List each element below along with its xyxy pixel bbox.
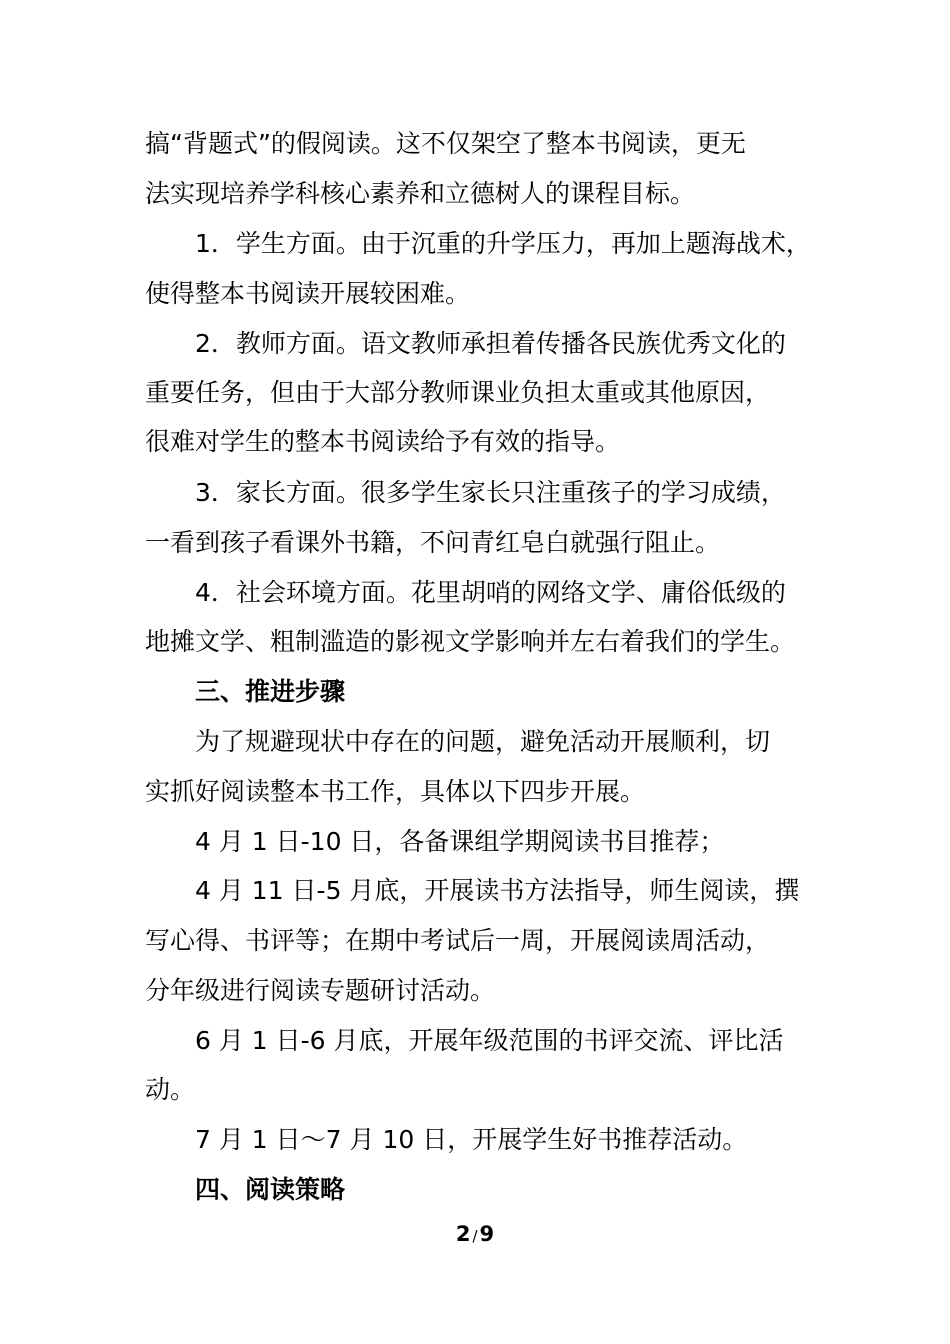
paragraph-line: 为了规避现状中存在的问题，避免活动开展顺利，切 <box>195 727 771 756</box>
text-line: 很难对学生的整本书阅读给予有效的指导。 <box>145 427 621 456</box>
text-line: 搞“背题式”的假阅读。这不仅架空了整本书阅读，更无 <box>145 129 746 158</box>
list-item-teachers: 2．教师方面。语文教师承担着传播各民族优秀文化的 <box>195 329 786 358</box>
page-current: 2 <box>455 1222 471 1246</box>
text-line: 地摊文学、粗制滥造的影视文学影响并左右着我们的学生。 <box>145 627 796 656</box>
list-item-society: 4．社会环境方面。花里胡哨的网络文学、庸俗低级的 <box>195 578 786 607</box>
schedule-item: 7 月 1 日～7 月 10 日，开展学生好书推荐活动。 <box>195 1125 748 1154</box>
schedule-item: 4 月 11 日-5 月底，开展读书方法指导，师生阅读，撰 <box>195 876 800 905</box>
schedule-item: 4 月 1 日-10 日，各备课组学期阅读书目推荐； <box>195 827 725 856</box>
page-separator: / <box>472 1227 478 1245</box>
text-line: 法实现培养学科核心素养和立德树人的课程目标。 <box>145 179 696 208</box>
text-line: 动。 <box>145 1075 196 1104</box>
schedule-item: 6 月 1 日-6 月底，开展年级范围的书评交流、评比活 <box>195 1026 784 1055</box>
list-item-students: 1．学生方面。由于沉重的升学压力，再加上题海战术， <box>195 229 811 258</box>
section-heading: 三、推进步骤 <box>195 677 346 706</box>
text-line: 写心得、书评等；在期中考试后一周，开展阅读周活动， <box>145 926 771 955</box>
text-line: 分年级进行阅读专题研讨活动。 <box>145 976 496 1005</box>
text-line: 一看到孩子看课外书籍，不问青红皂白就强行阻止。 <box>145 528 721 557</box>
list-item-parents: 3．家长方面。很多学生家长只注重孩子的学习成绩， <box>195 478 786 507</box>
text-line: 重要任务，但由于大部分教师课业负担太重或其他原因， <box>145 378 771 407</box>
text-line: 使得整本书阅读开展较困难。 <box>145 279 471 308</box>
text-line: 实抓好阅读整本书工作，具体以下四步开展。 <box>145 777 646 806</box>
page-total: 9 <box>479 1222 495 1246</box>
page-number <box>0 1220 950 1250</box>
section-heading: 四、阅读策略 <box>195 1175 346 1204</box>
